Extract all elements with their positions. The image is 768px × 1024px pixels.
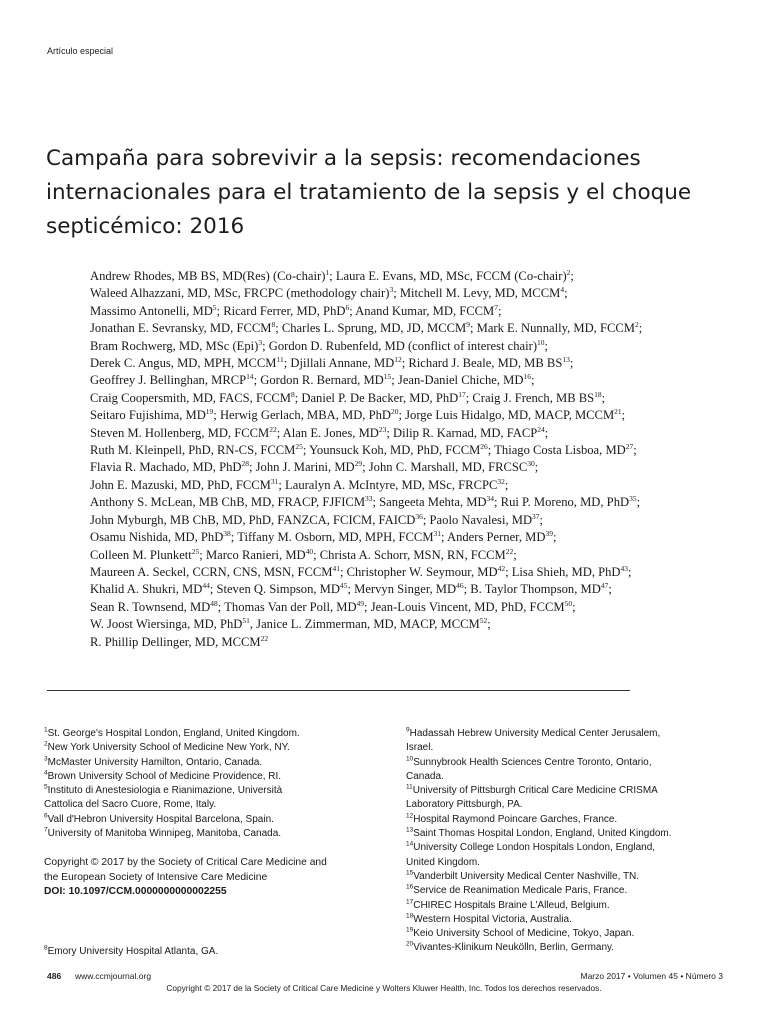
author-name: ; Alan E. Jones, MD <box>276 425 379 440</box>
affiliation-ref: 40 <box>305 546 314 556</box>
affiliation-ref: 24 <box>537 424 545 434</box>
affiliation-ref: 22 <box>260 633 269 643</box>
affiliation-item <box>406 727 726 756</box>
author-name: ; Dilip R. Karnad, MD, FACP <box>386 425 538 440</box>
author-name: ; Daniel P. De Backer, MD, PhD <box>294 390 459 405</box>
author-line <box>90 303 730 320</box>
affiliation-text: Western Hospital Victoria, Australia. <box>413 913 572 925</box>
author-name: ; Craig J. French, MB BS <box>465 390 595 405</box>
doi-link[interactable]: DOI: 10.1097/CCM.0000000000002255 <box>44 886 227 897</box>
affiliation-ref: 41 <box>332 563 340 573</box>
affiliation-ref: 25 <box>295 441 303 451</box>
affiliation-number: 11 <box>406 783 413 791</box>
issue-info: Marzo 2017 • Volumen 45 • Número 3 <box>580 971 723 981</box>
affiliation-number: 8 <box>44 944 48 952</box>
copyright-line-2: the European Society of Intensive Care Medicine <box>44 871 268 883</box>
affiliation-number: 4 <box>44 769 48 777</box>
affiliation-ref: 7 <box>494 302 498 312</box>
author-line <box>90 616 730 633</box>
affiliation-item <box>44 741 374 755</box>
affiliation-text: Israel. <box>406 742 434 754</box>
author-line <box>90 477 730 494</box>
author-name: ; <box>570 269 574 283</box>
affiliation-text: Laboratory Pittsburgh, PA. <box>406 799 523 811</box>
affiliation-item <box>406 913 726 927</box>
affiliation-ref: 22 <box>269 424 277 434</box>
affiliation-item <box>406 870 726 884</box>
affiliation-text: Cattolica del Sacro Cuore, Rome, Italy. <box>44 799 217 811</box>
affiliation-item <box>406 884 726 898</box>
author-name: ; Jorge Luis Hidalgo, MD, MACP, MCCM <box>398 408 615 423</box>
affiliation-ref: 3 <box>258 337 263 347</box>
author-name: ; <box>504 477 509 492</box>
author-line <box>90 320 730 337</box>
author-name: ; Sangeeta Mehta, MD <box>372 495 487 510</box>
author-name: ; Charles L. Sprung, MD, JD, MCCM <box>275 321 467 336</box>
affiliation-number: 5 <box>44 783 48 791</box>
affiliation-item <box>406 813 726 827</box>
affiliation-ref: 16 <box>523 372 531 382</box>
affiliation-ref: 30 <box>527 459 535 469</box>
author-name: ; Lauralyn A. McIntyre, MD, MSc, FRCPC <box>278 477 498 492</box>
affiliation-ref: 34 <box>486 494 495 504</box>
affiliation-number: 7 <box>44 826 48 834</box>
author-name: Osamu Nishida, MD, PhD <box>90 530 224 545</box>
affiliation-text: Vivantes-Klinikum Neukölln, Berlin, Germany. <box>413 942 615 954</box>
affiliation-item <box>406 841 726 870</box>
author-name: ; Steven Q. Simpson, MD <box>209 582 340 597</box>
affiliation-number: 9 <box>406 726 410 734</box>
affiliation-ref: 50 <box>564 598 573 608</box>
affiliation-text: University of Pittsburgh Critical Care Medicine CRISMA <box>412 785 658 797</box>
affiliation-ref: 32 <box>497 476 505 486</box>
affiliation-ref: 10 <box>537 337 545 347</box>
author-line <box>90 442 730 459</box>
author-name: ; Rui P. Moreno, MD, PhD <box>494 495 630 510</box>
author-name: ; Mervyn Singer, MD <box>347 582 457 597</box>
author-name: ; Lisa Shieh, MD, PhD <box>505 564 621 579</box>
affiliation-ref: 21 <box>614 407 622 417</box>
author-name: Ruth M. Kleinpell, PhD, RN-CS, FCCM <box>90 443 296 458</box>
affiliation-ref: 25 <box>191 546 200 556</box>
author-name: Maureen A. Seckel, CCRN, CNS, MSN, FCCM <box>90 564 333 579</box>
author-line <box>90 390 730 407</box>
author-name: ; <box>544 425 549 440</box>
affiliation-ref: 43 <box>620 563 629 573</box>
affiliation-item <box>44 945 374 959</box>
affiliation-ref: 45 <box>339 581 348 591</box>
author-line <box>90 407 730 424</box>
author-name: ; Mark E. Nunnally, MD, FCCM <box>469 321 635 336</box>
affiliation-ref: 44 <box>202 581 210 591</box>
author-line <box>90 529 730 546</box>
author-line <box>90 355 730 372</box>
author-line <box>90 459 730 476</box>
affiliation-text: University of Manitoba Winnipeg, Manitoba, Canada. <box>47 828 282 840</box>
affiliation-item <box>406 827 726 841</box>
author-name: ; Ricard Ferrer, MD, PhD <box>216 303 346 318</box>
affiliation-ref: 47 <box>600 581 609 591</box>
affiliation-number: 19 <box>406 926 414 934</box>
affiliation-text: Service de Reanimation Medicale Paris, France. <box>413 885 628 897</box>
author-name: ; <box>564 286 568 301</box>
page-number: 486 <box>47 971 62 981</box>
divider-rule <box>47 690 630 691</box>
affiliation-ref: 14 <box>246 372 254 382</box>
affiliation-number: 15 <box>406 869 414 877</box>
affiliation-ref: 5 <box>212 302 217 312</box>
author-name: ; Thiago Costa Lisboa, MD <box>487 443 626 458</box>
affiliation-text: McMaster University Hamilton, Ontario, Canada. <box>47 756 263 768</box>
affiliation-ref: 12 <box>394 354 402 364</box>
affiliation-text: St. George's Hospital London, England, United Kingdom. <box>47 728 300 739</box>
author-name: ; <box>552 530 557 545</box>
author-name: ; Richard J. Beale, MD, MB BS <box>401 356 563 371</box>
affiliation-text: University College London Hospitals London, England, <box>413 842 656 854</box>
author-line <box>90 634 730 651</box>
author-name: ; <box>601 390 606 405</box>
author-line <box>90 564 730 581</box>
affiliation-item <box>44 784 374 813</box>
author-name: ; <box>544 338 549 353</box>
affiliation-item <box>406 927 726 941</box>
affiliation-text: Saint Thomas Hospital London, England, United Kingdom. <box>413 828 672 840</box>
affiliation-ref: 26 <box>480 441 488 451</box>
affiliation-ref: 39 <box>545 528 553 538</box>
affiliation-ref: 15 <box>383 372 392 382</box>
author-name: ; Jean-Daniel Chiche, MD <box>391 373 524 388</box>
author-name: ; Anders Perner, MD <box>441 530 546 545</box>
affiliations-right <box>406 727 726 956</box>
author-line <box>90 285 730 302</box>
author-name: W. Joost Wiersinga, MD, PhD <box>90 617 243 632</box>
author-name: ; Gordon D. Rubenfeld, MD (conflict of interest chair) <box>262 338 538 353</box>
author-name: ; <box>621 408 626 423</box>
affiliation-item <box>44 770 374 784</box>
author-name: John Myburgh, MB ChB, MD, PhD, FANZCA, FCICM, FAICD <box>90 512 416 527</box>
author-name: John E. Mazuski, MD, PhD, FCCM <box>90 477 271 492</box>
affiliation-text: Vanderbilt University Medical Center Nashville, TN. <box>413 870 640 882</box>
author-line <box>90 425 730 442</box>
affiliations-left <box>44 727 374 841</box>
author-line <box>90 494 730 511</box>
affiliation-ref: 3 <box>389 285 394 295</box>
affiliation-ref: 52 <box>479 615 488 625</box>
author-name: ; Christa A. Schorr, MSN, RN, FCCM <box>313 547 506 562</box>
author-name: Geoffrey J. Bellinghan, MRCP <box>90 373 247 388</box>
copyright-block <box>44 856 374 900</box>
affiliation-text: Brown University School of Medicine Providence, RI. <box>47 770 282 782</box>
author-line <box>90 372 730 389</box>
affiliation-item <box>406 784 726 813</box>
affiliation-item <box>406 941 726 955</box>
author-name: Waleed Alhazzani, MD, MSc, FRCPC (methodology chair) <box>90 286 390 301</box>
affiliation-number: 2 <box>44 740 48 748</box>
affiliation-ref: 6 <box>345 302 350 312</box>
author-name: ; Gordon R. Bernard, MD <box>253 373 384 388</box>
author-name: ; John J. Marini, MD <box>248 460 355 475</box>
author-name: Bram Rochwerg, MD, MSc (Epi) <box>90 338 259 353</box>
author-line <box>90 268 730 285</box>
affiliation-ref: 8 <box>290 389 295 399</box>
affiliation-number: 17 <box>406 898 414 906</box>
affiliation-number: 6 <box>44 812 48 820</box>
article-title: Campaña para sobrevivir a la sepsis: recomendaciones internacionales para el tratamiento de la sepsis y el choque septicémico: 2016 <box>46 146 692 239</box>
affiliation-text: New York University School of Medicine New York, NY. <box>47 742 290 754</box>
author-name: Flavia R. Machado, MD, PhD <box>90 460 242 475</box>
author-name: ; <box>539 512 544 527</box>
affiliation-text: Sunnybrook Health Sciences Centre Toronto, Ontario, <box>413 756 652 768</box>
author-name: Colleen M. Plunkett <box>90 547 192 562</box>
author-name: ; Thomas Van der Poll, MD <box>217 599 357 614</box>
author-name: ; Jean-Louis Vincent, MD, PhD, FCCM <box>364 599 565 614</box>
affiliation-ref: 33 <box>365 494 373 504</box>
author-name: R. Phillip Dellinger, MD, MCCM <box>90 634 261 649</box>
affiliation-ref: 18 <box>594 389 602 399</box>
author-name: ; <box>636 495 641 510</box>
affiliation-ref: 19 <box>205 407 214 417</box>
author-name: Craig Coopersmith, MD, FACS, FCCM <box>90 390 291 405</box>
affiliation-ref: 49 <box>356 598 365 608</box>
affiliation-number: 16 <box>406 883 414 891</box>
author-name: ; <box>530 373 535 388</box>
affiliation-ref: 17 <box>458 389 466 399</box>
affiliations-left-bottom <box>44 945 374 959</box>
affiliation-ref: 22 <box>505 546 514 556</box>
affiliation-ref: 28 <box>241 459 249 469</box>
affiliation-ref: 37 <box>532 511 540 521</box>
affiliation-text: Keio University School of Medicine, Tokyo, Japan. <box>413 928 635 940</box>
affiliation-item <box>44 727 374 741</box>
author-line <box>90 599 730 616</box>
author-name: Derek C. Angus, MD, MPH, MCCM <box>90 356 277 371</box>
affiliation-number: 1 <box>44 726 48 734</box>
affiliation-ref: 38 <box>223 528 231 538</box>
affiliation-ref: 20 <box>391 407 399 417</box>
affiliation-ref: 4 <box>560 285 565 295</box>
affiliation-ref: 35 <box>629 494 637 504</box>
author-name: ; <box>633 443 637 458</box>
author-name: ; <box>487 617 491 632</box>
author-line <box>90 338 730 355</box>
affiliation-ref: 31 <box>433 528 442 538</box>
affiliation-ref: 9 <box>466 320 470 330</box>
footer-copyright: Copyright © 2017 de la Society of Critical Care Medicine y Wolters Kluwer Health, Inc. Todos los derechos reservados. <box>166 983 602 993</box>
author-name: ; Marco Ranieri, MD <box>199 547 306 562</box>
affiliation-text: Canada. <box>406 770 444 782</box>
affiliation-text: Hadassah Hebrew University Medical Center Jerusalem, <box>409 728 661 739</box>
author-name: Anthony S. McLean, MB ChB, MD, FRACP, FJFICM <box>90 495 366 510</box>
affiliation-ref: 23 <box>378 424 387 434</box>
affiliation-number: 10 <box>406 755 414 763</box>
affiliation-number: 20 <box>406 941 414 949</box>
affiliation-item <box>44 827 374 841</box>
affiliation-ref: 11 <box>276 354 284 364</box>
affiliation-ref: 8 <box>271 320 276 330</box>
author-name: Andrew Rhodes, MB BS, MD(Res) (Co-chair) <box>90 269 326 283</box>
affiliation-text: Emory University Hospital Atlanta, GA. <box>47 946 219 957</box>
affiliation-ref: 1 <box>325 267 330 277</box>
author-line <box>90 547 730 564</box>
affiliation-ref: 2 <box>566 267 571 277</box>
author-name: ; B. Taylor Thompson, MD <box>463 582 601 597</box>
affiliation-item <box>44 813 374 827</box>
author-line <box>90 581 730 598</box>
author-name: ; <box>498 303 502 318</box>
author-name: ; Christopher W. Seymour, MD <box>339 564 498 579</box>
author-line <box>90 512 730 529</box>
author-name: Jonathan E. Sevransky, MD, FCCM <box>90 321 272 336</box>
affiliation-text: Hospital Raymond Poincare Garches, France. <box>413 813 618 825</box>
affiliation-item <box>44 756 374 770</box>
affiliation-item <box>406 899 726 913</box>
author-name: Sean R. Townsend, MD <box>90 599 211 614</box>
author-name: Steven M. Hollenberg, MD, FCCM <box>90 425 270 440</box>
author-name: ; Laura E. Evans, MD, MSc, FCCM (Co-chair) <box>329 269 567 283</box>
author-name: ; <box>608 582 612 597</box>
author-name: Massimo Antonelli, MD <box>90 303 213 318</box>
affiliation-ref: 31 <box>270 476 279 486</box>
author-name: ; Mitchell M. Levy, MD, MCCM <box>393 286 561 301</box>
author-name: ; Paolo Navalesi, MD <box>422 512 533 527</box>
author-name: ; <box>569 356 574 371</box>
author-name: ; <box>628 564 632 579</box>
author-name: Khalid A. Shukri, MD <box>90 582 203 597</box>
affiliation-text: Vall d'Hebron University Hospital Barcelona, Spain. <box>47 813 274 825</box>
author-name: ; <box>572 599 576 614</box>
affiliation-ref: 46 <box>456 581 464 591</box>
affiliation-text: United Kingdom. <box>406 856 480 868</box>
affiliation-number: 18 <box>406 912 414 920</box>
author-name: ; Djillali Annane, MD <box>283 356 395 371</box>
section-label: Artículo especial <box>47 46 114 56</box>
affiliation-ref: 51 <box>242 615 250 625</box>
copyright-line-1: Copyright © 2017 by the Society of Critical Care Medicine and <box>44 857 327 868</box>
author-name: ; John C. Marshall, MD, FRCSC <box>362 460 528 475</box>
author-name: ; Anand Kumar, MD, FCCM <box>349 303 495 318</box>
affiliation-ref: 2 <box>634 320 639 330</box>
author-name: ; <box>513 547 517 562</box>
author-name: ; Tiffany M. Osborn, MD, MPH, FCCM <box>230 530 434 545</box>
affiliation-number: 3 <box>44 755 48 763</box>
author-name: ; <box>638 321 643 336</box>
affiliation-ref: 29 <box>354 459 363 469</box>
author-name: ; Herwig Gerlach, MBA, MD, PhD <box>213 408 391 423</box>
affiliation-ref: 27 <box>625 441 634 451</box>
affiliation-text: CHIREC Hospitals Braine L'Alleud, Belgium. <box>413 899 610 911</box>
author-list <box>90 268 730 651</box>
affiliation-ref: 13 <box>562 354 570 364</box>
affiliation-ref: 42 <box>497 563 506 573</box>
author-name: Seitaro Fujishima, MD <box>90 408 206 423</box>
affiliation-number: 13 <box>406 826 414 834</box>
author-name: ; <box>534 460 539 475</box>
affiliation-item <box>406 756 726 785</box>
author-name: , Janice L. Zimmerman, MD, MACP, MCCM <box>249 617 480 632</box>
affiliation-ref: 48 <box>210 598 218 608</box>
affiliation-text: Instituto di Anestesiologia e Rianimazione, Università <box>47 785 283 797</box>
journal-url-link[interactable]: www.ccmjournal.org <box>75 971 152 981</box>
affiliation-number: 14 <box>406 841 414 849</box>
author-name: ; Younsuck Koh, MD, PhD, FCCM <box>302 443 481 458</box>
affiliation-ref: 36 <box>415 511 423 521</box>
affiliation-number: 12 <box>406 812 414 820</box>
